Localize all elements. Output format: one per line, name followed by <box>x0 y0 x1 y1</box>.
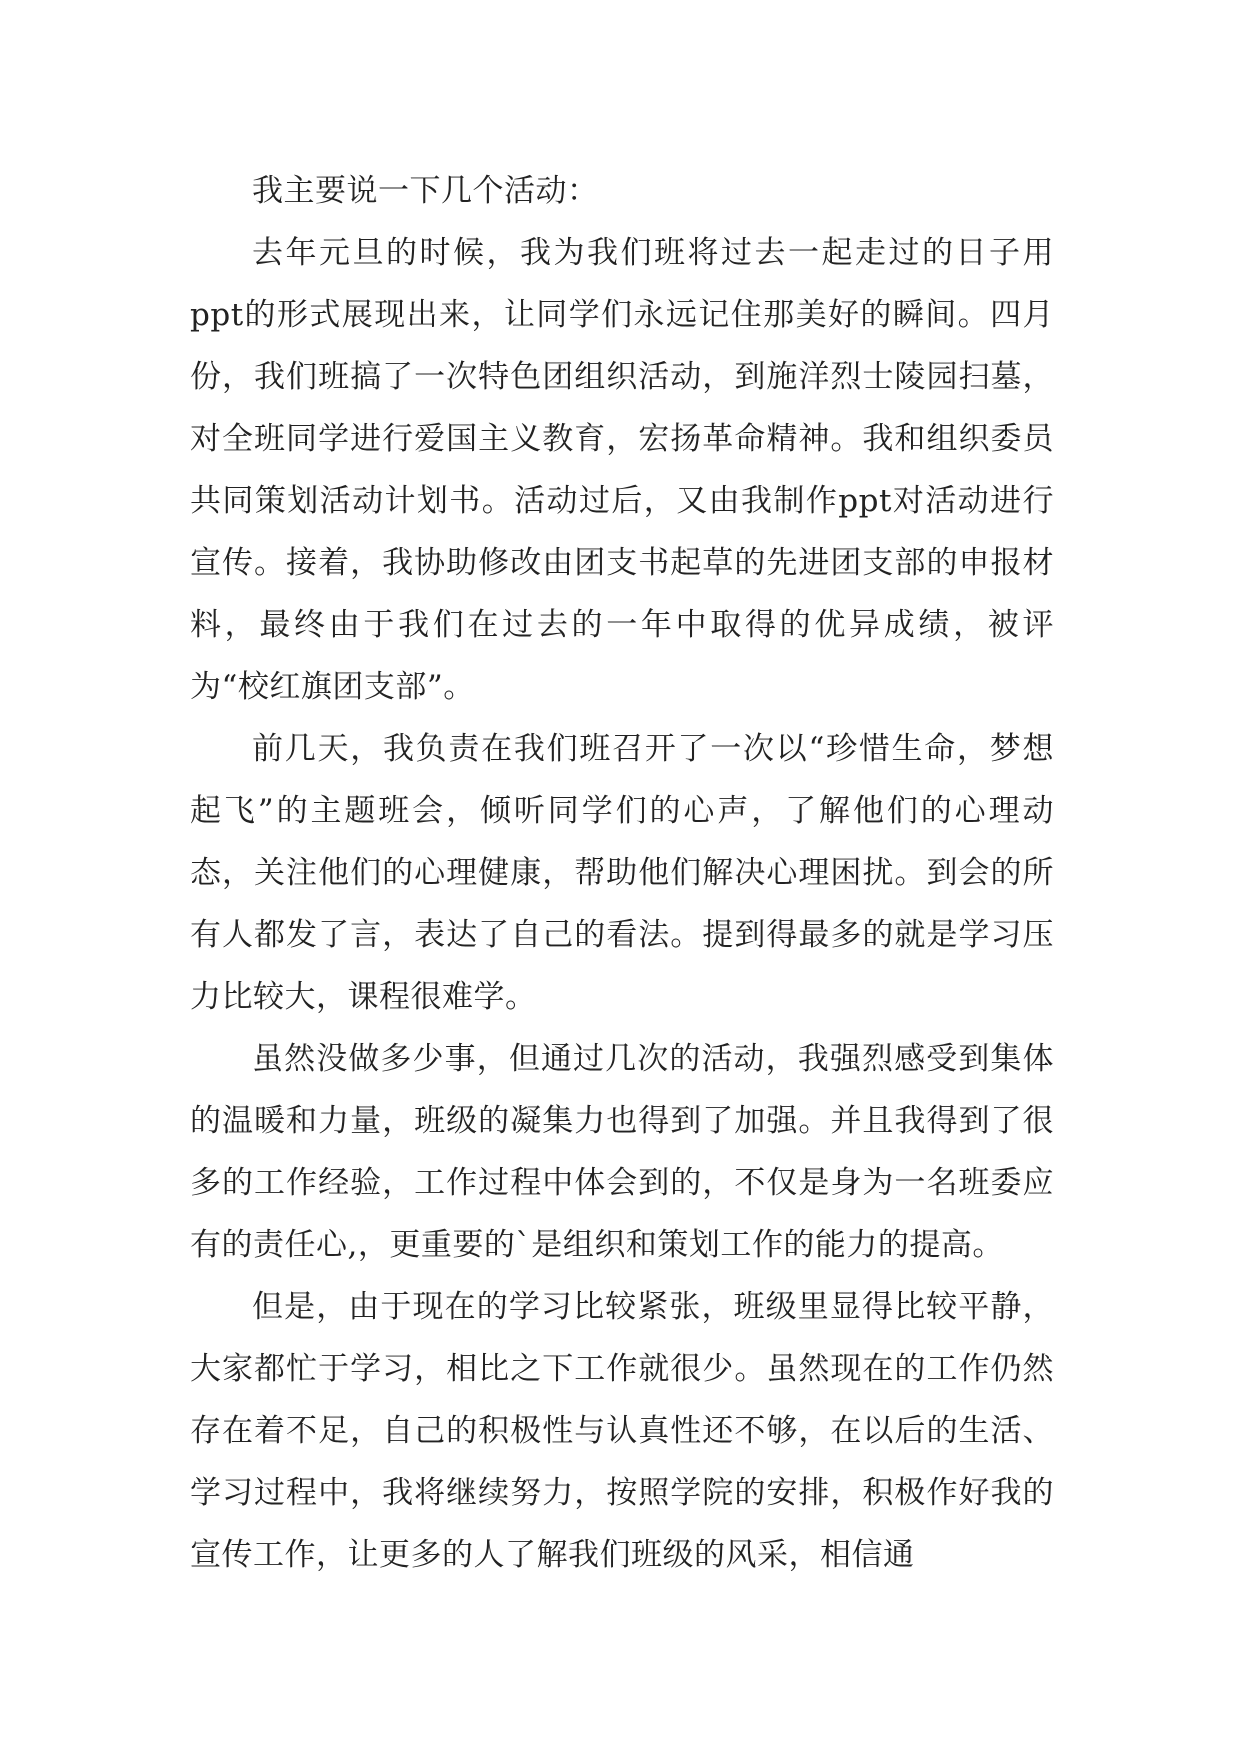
paragraph-future-plans: 但是，由于现在的学习比较紧张，班级里显得比较平静，大家都忙于学习，相比之下工作就很少。虽然现在的工作仍然存在着不足，自己的积极性与认真性还不够，在以后的生活、学习过程中，我将继续努力，按照学院的安排，积极作好我的宣传工作，让更多的人了解我们班级的风采，相信通 <box>190 1289 1054 1573</box>
paragraph-intro: 我主要说一下几个活动： <box>252 173 599 209</box>
paragraph-new-year-activity: 去年元旦的时候，我为我们班将过去一起走过的日子用ppt的形式展现出来，让同学们永远记住那美好的瞬间。四月份，我们班搞了一次特色团组织活动，到施洋烈士陵园扫墓，对全班同学进行爱国主义教育，宏扬革命精神。我和组织委员共同策划活动计划书。活动过后，又由我制作ppt对活动进行宣传。接着，我协助修改由团支书起草的先进团支部的申报材料，最终由于我们在过去的一年中取得的优异成绩，被评为“校红旗团支部”。 <box>190 235 1054 705</box>
paragraph-reflection: 虽然没做多少事，但通过几次的活动，我强烈感受到集体的温暖和力量，班级的凝集力也得到了加强。并且我得到了很多的工作经验，工作过程中体会到的，不仅是身为一名班委应有的责任心,，更重要的`是组织和策划工作的能力的提高。 <box>190 1041 1054 1263</box>
document-body <box>190 160 1054 1586</box>
paragraph-class-meeting: 前几天，我负责在我们班召开了一次以“珍惜生命，梦想起飞”的主题班会，倾听同学们的心声，了解他们的心理动态，关注他们的心理健康，帮助他们解决心理困扰。到会的所有人都发了言，表达了自己的看法。提到得最多的就是学习压力比较大，课程很难学。 <box>190 731 1054 1015</box>
